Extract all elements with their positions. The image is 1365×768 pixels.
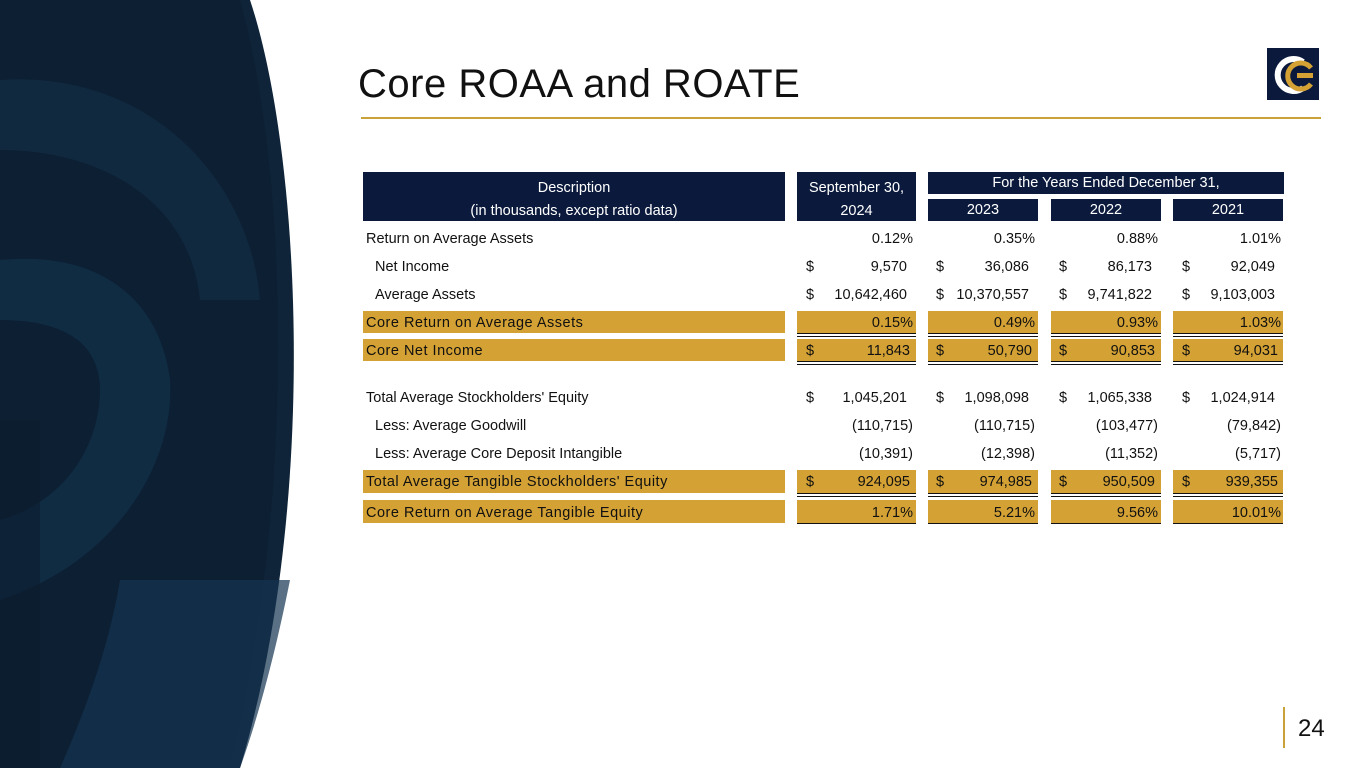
row-label-goodwill: Less: Average Goodwill	[375, 418, 527, 434]
value-cell: 1,065,338	[1087, 390, 1152, 406]
value-cell: (10,391)	[858, 446, 913, 462]
single-underline	[928, 523, 1038, 524]
header-year-2021: 2021	[1211, 202, 1245, 218]
header-sep-year: 2024	[840, 203, 873, 219]
currency-symbol: $	[806, 287, 815, 303]
page-number-divider	[1283, 707, 1285, 748]
value-cell: 9,570	[870, 259, 907, 275]
value-cell: 0.49%	[993, 315, 1035, 331]
currency-symbol: $	[936, 390, 945, 406]
currency-symbol: $	[1059, 390, 1068, 406]
double-underline	[928, 361, 1038, 365]
value-cell: (79,842)	[1226, 418, 1281, 434]
single-underline	[797, 523, 916, 524]
double-underline	[928, 333, 1038, 337]
value-cell: 0.93%	[1116, 315, 1158, 331]
value-cell: (12,398)	[980, 446, 1035, 462]
value-cell: 924,095	[857, 474, 910, 490]
double-underline	[797, 361, 916, 365]
header-sep-date: September 30,	[808, 180, 905, 196]
double-underline	[797, 493, 916, 497]
header-description-units: (in thousands, except ratio data)	[470, 203, 678, 219]
value-cell: 939,355	[1225, 474, 1278, 490]
value-cell: 1.71%	[871, 505, 913, 521]
value-cell: 86,173	[1107, 259, 1152, 275]
currency-symbol: $	[1059, 343, 1068, 359]
header-years-span: For the Years Ended December 31,	[992, 175, 1220, 191]
double-underline	[1051, 361, 1161, 365]
value-cell: 0.88%	[1116, 231, 1158, 247]
header-description: Description	[537, 180, 611, 196]
value-cell: 36,086	[984, 259, 1029, 275]
currency-symbol: $	[1182, 390, 1191, 406]
single-underline	[1051, 523, 1161, 524]
row-label-core-roate: Core Return on Average Tangible Equity	[366, 505, 644, 521]
value-cell: 1,098,098	[964, 390, 1029, 406]
currency-symbol: $	[936, 259, 945, 275]
double-underline	[1051, 333, 1161, 337]
value-cell: 9,103,003	[1210, 287, 1275, 303]
currency-symbol: $	[1059, 287, 1068, 303]
value-cell: 92,049	[1230, 259, 1275, 275]
currency-symbol: $	[936, 287, 945, 303]
double-underline	[1173, 361, 1283, 365]
value-cell: (103,477)	[1095, 418, 1158, 434]
company-logo	[1267, 48, 1319, 100]
currency-symbol: $	[806, 259, 815, 275]
value-cell: 50,790	[987, 343, 1032, 359]
slide-title: Core ROAA and ROATE	[358, 62, 801, 106]
value-cell: (110,715)	[974, 418, 1035, 434]
value-cell: (5,717)	[1235, 446, 1281, 462]
currency-symbol: $	[1182, 287, 1191, 303]
value-cell: 950,509	[1102, 474, 1155, 490]
currency-symbol: $	[1182, 474, 1191, 490]
row-label-roaa: Return on Average Assets	[366, 231, 534, 247]
title-divider	[361, 117, 1321, 119]
value-cell: 11,843	[866, 343, 910, 359]
single-underline	[1173, 523, 1283, 524]
currency-symbol: $	[936, 343, 945, 359]
currency-symbol: $	[806, 474, 815, 490]
row-label-tangible-equity: Total Average Tangible Stockholders' Equity	[366, 474, 668, 490]
row-label-core-roaa: Core Return on Average Assets	[366, 315, 584, 331]
value-cell: 1,045,201	[842, 390, 907, 406]
row-label-cdi: Less: Average Core Deposit Intangible	[375, 446, 623, 462]
background-brand-graphic	[0, 0, 310, 768]
header-year-2023: 2023	[966, 202, 1000, 218]
value-cell: 1.03%	[1239, 315, 1281, 331]
currency-symbol: $	[806, 343, 815, 359]
row-label-core-net-income: Core Net Income	[366, 343, 484, 359]
value-cell: 94,031	[1233, 343, 1278, 359]
currency-symbol: $	[1059, 474, 1068, 490]
row-label-average-assets: Average Assets	[375, 287, 476, 303]
value-cell: 10,642,460	[834, 287, 907, 303]
currency-symbol: $	[1182, 343, 1191, 359]
currency-symbol: $	[1059, 259, 1068, 275]
value-cell: 1.01%	[1239, 231, 1281, 247]
row-label-total-equity: Total Average Stockholders' Equity	[366, 390, 589, 406]
currency-symbol: $	[806, 390, 815, 406]
value-cell: (110,715)	[852, 418, 913, 434]
double-underline	[1173, 493, 1283, 497]
value-cell: 10.01%	[1231, 505, 1281, 521]
double-underline	[1173, 333, 1283, 337]
value-cell: 10,370,557	[956, 287, 1029, 303]
value-cell: 5.21%	[993, 505, 1035, 521]
value-cell: 0.15%	[871, 315, 913, 331]
value-cell: 9,741,822	[1087, 287, 1152, 303]
currency-symbol: $	[936, 474, 945, 490]
value-cell: 0.35%	[993, 231, 1035, 247]
value-cell: 0.12%	[871, 231, 913, 247]
currency-symbol: $	[1182, 259, 1191, 275]
header-year-2022: 2022	[1089, 202, 1123, 218]
value-cell: 90,853	[1110, 343, 1155, 359]
double-underline	[1051, 493, 1161, 497]
value-cell: 1,024,914	[1210, 390, 1275, 406]
row-label-net-income: Net Income	[375, 259, 450, 275]
value-cell: (11,352)	[1105, 446, 1158, 462]
value-cell: 9.56%	[1116, 505, 1158, 521]
double-underline	[797, 333, 916, 337]
value-cell: 974,985	[979, 474, 1032, 490]
page-number: 24	[1298, 715, 1325, 742]
double-underline	[928, 493, 1038, 497]
